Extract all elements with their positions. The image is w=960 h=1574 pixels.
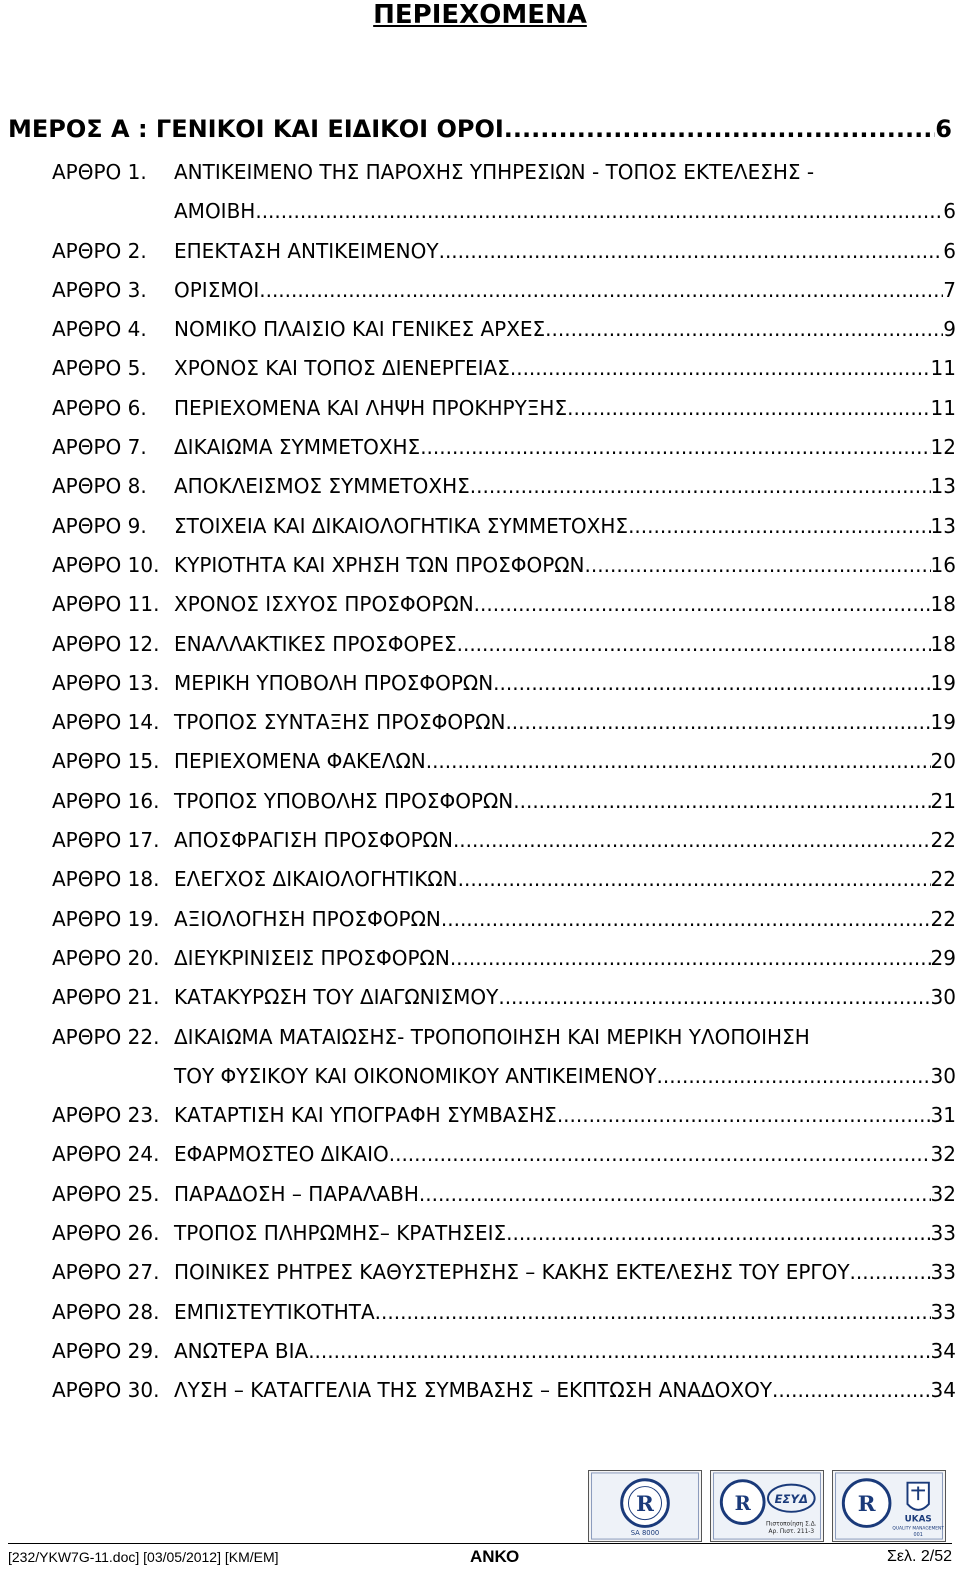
toc-entry[interactable] xyxy=(52,1096,956,1135)
dot-leader xyxy=(474,585,931,624)
toc-entry-page: 30 xyxy=(930,985,956,1010)
dot-leader xyxy=(850,1253,931,1292)
toc-entry-title: ΑΝΩΤΕΡΑ ΒΙΑ xyxy=(174,1338,309,1363)
toc-entry[interactable] xyxy=(52,232,956,271)
toc-entry-title: ΕΛΕΓΧΟΣ ΔΙΚΑΙΟΛΟΓΗΤΙΚΩΝ xyxy=(174,867,458,892)
toc-entry-page: 18 xyxy=(930,631,956,656)
toc-entry[interactable] xyxy=(52,271,956,310)
toc-entry[interactable] xyxy=(52,428,956,467)
toc-entry-body xyxy=(174,1253,956,1292)
footer-divider xyxy=(8,1543,952,1544)
toc-entry[interactable] xyxy=(52,507,956,546)
toc-entry-body xyxy=(174,625,956,664)
toc-entry-title: ΕΜΠΙΣΤΕΥΤΙΚΟΤΗΤΑ xyxy=(174,1299,375,1324)
toc-entry-page: 22 xyxy=(930,867,956,892)
toc-entry-page: 6 xyxy=(943,199,956,224)
dot-leader xyxy=(585,546,931,585)
toc-entry-title: ΛΥΣΗ – ΚΑΤΑΓΓΕΛΙΑ ΤΗΣ ΣΥΜΒΑΣΗΣ – ΕΚΠΤΩΣΗ ΑΝΑΔΟΧΟΥ xyxy=(174,1378,773,1403)
indent-spacer xyxy=(52,1057,174,1096)
toc-entry-body xyxy=(174,1096,956,1135)
toc-entry-body xyxy=(174,1135,956,1174)
svg-text:Πιστοποίηση Σ.Δ.: Πιστοποίηση Σ.Δ. xyxy=(766,1521,817,1528)
toc-entry-number: ΑΡΘΡΟ 8. xyxy=(52,474,147,499)
toc-entry-body xyxy=(174,153,956,192)
svg-text:R: R xyxy=(734,1491,751,1515)
toc-entry-number: ΑΡΘΡΟ 14. xyxy=(52,710,160,735)
page-footer xyxy=(8,1545,952,1569)
toc-entry[interactable] xyxy=(52,664,956,703)
dot-leader xyxy=(259,271,943,310)
toc-entry-page: 32 xyxy=(930,1142,956,1167)
toc-entry-title: ΔΙΚΑΙΩΜΑ ΣΥΜΜΕΤΟΧΗΣ xyxy=(174,435,421,460)
toc-entry[interactable] xyxy=(52,389,956,428)
toc-entry-body xyxy=(174,232,956,271)
toc-entry[interactable] xyxy=(52,1293,956,1332)
toc-entry-title: ΝΟΜΙΚΟ ΠΛΑΙΣΙΟ ΚΑΙ ΓΕΝΙΚΕΣ ΑΡΧΕΣ xyxy=(174,317,546,342)
toc-entry[interactable] xyxy=(52,703,956,742)
toc-part-heading[interactable] xyxy=(8,114,952,144)
toc-entry-page: 19 xyxy=(930,670,956,695)
svg-text:ΕΣΥΔ: ΕΣΥΔ xyxy=(774,1492,809,1507)
toc-entry-page: 22 xyxy=(930,828,956,853)
toc-entry-number: ΑΡΘΡΟ 1. xyxy=(52,160,147,184)
toc-entry-title: ΧΡΟΝΟΣ ΙΣΧΥΟΣ ΠΡΟΣΦΟΡΩΝ xyxy=(174,592,474,617)
dot-leader xyxy=(389,1135,931,1174)
toc-entry-title: ΕΠΕΚΤΑΣΗ ΑΝΤΙΚΕΙΜΕΝΟΥ xyxy=(174,238,439,263)
toc-entry-body xyxy=(174,703,956,742)
toc-entry-page: 19 xyxy=(930,710,956,735)
toc-entry-number: ΑΡΘΡΟ 15. xyxy=(52,749,160,774)
toc-entry-page: 9 xyxy=(943,317,956,342)
toc-entry[interactable] xyxy=(52,782,956,821)
dot-leader xyxy=(504,114,936,144)
toc-entry-page: 33 xyxy=(930,1260,956,1285)
toc-entry[interactable] xyxy=(52,1214,956,1253)
toc-entry[interactable] xyxy=(52,625,956,664)
toc-entry-title: ΔΙΕΥΚΡΙΝΙΣΕΙΣ ΠΡΟΣΦΟΡΩΝ xyxy=(174,945,450,970)
toc-entry-number: ΑΡΘΡΟ 25. xyxy=(52,1181,160,1206)
toc-entry[interactable] xyxy=(52,939,956,978)
toc-entry-title-continued: ΤΟΥ ΦΥΣΙΚΟΥ ΚΑΙ ΟΙΚΟΝΟΜΙΚΟΥ ΑΝΤΙΚΕΙΜΕΝΟΥ xyxy=(174,1063,657,1088)
svg-text:QUALITY MANAGEMENT: QUALITY MANAGEMENT xyxy=(892,1526,944,1532)
toc-entry-number: ΑΡΘΡΟ 9. xyxy=(52,513,147,538)
dot-leader xyxy=(557,1096,931,1135)
toc-entry-title: ΑΠΟΣΦΡΑΓΙΣΗ ΠΡΟΣΦΟΡΩΝ xyxy=(174,828,453,853)
toc-entry[interactable] xyxy=(52,1253,956,1292)
toc-entry-number: ΑΡΘΡΟ 3. xyxy=(52,277,147,302)
toc-entry-number: ΑΡΘΡΟ 13. xyxy=(52,670,160,695)
dot-leader xyxy=(375,1293,931,1332)
tuv-r-certification-seal-icon xyxy=(589,1471,701,1541)
svg-text:SA 8000: SA 8000 xyxy=(630,1529,660,1538)
toc-entry-body xyxy=(174,742,956,781)
svg-text:Αρ. Πιστ. 211-3: Αρ. Πιστ. 211-3 xyxy=(768,1529,815,1536)
toc-entry-number: ΑΡΘΡΟ 6. xyxy=(52,395,147,420)
part-page-number: 6 xyxy=(935,115,952,143)
toc-entry-page: 34 xyxy=(930,1338,956,1363)
toc-entry[interactable] xyxy=(52,860,956,899)
dot-leader xyxy=(545,310,943,349)
toc-entry-body xyxy=(174,1214,956,1253)
toc-entry-number: ΑΡΘΡΟ 5. xyxy=(52,356,147,381)
toc-entry-title: ΠΟΙΝΙΚΕΣ ΡΗΤΡΕΣ ΚΑΘΥΣΤΕΡΗΣΗΣ – ΚΑΚΗΣ ΕΚΤΕΛΕΣΗΣ ΤΟΥ ΕΡΓΟΥ xyxy=(174,1260,850,1285)
toc-entry-page: 29 xyxy=(930,945,956,970)
toc-entry-title: ΚΑΤΑΡΤΙΣΗ ΚΑΙ ΥΠΟΓΡΑΦΗ ΣΥΜΒΑΣΗΣ xyxy=(174,1103,557,1128)
svg-text:R: R xyxy=(636,1491,654,1517)
toc-entry-body xyxy=(174,1332,956,1371)
toc-entry-page: 31 xyxy=(930,1103,956,1128)
toc-entry-body xyxy=(174,585,956,624)
dot-leader xyxy=(493,664,930,703)
certification-logo-2 xyxy=(710,1470,824,1542)
toc-entry[interactable] xyxy=(52,349,956,388)
toc-entry-page: 18 xyxy=(930,592,956,617)
toc-entry-body xyxy=(174,1018,956,1057)
dot-leader xyxy=(505,703,930,742)
toc-entry-page: 6 xyxy=(943,238,956,263)
certification-logo-1 xyxy=(588,1470,702,1542)
toc-entry-page: 20 xyxy=(930,749,956,774)
dot-leader xyxy=(772,1371,931,1410)
dot-leader xyxy=(567,389,930,428)
dot-leader xyxy=(453,821,931,860)
toc-entry-continuation[interactable] xyxy=(52,1057,956,1096)
toc-entry-body xyxy=(174,389,956,428)
toc-entry-title: ΧΡΟΝΟΣ ΚΑΙ ΤΟΠΟΣ ΔΙΕΝΕΡΓΕΙΑΣ xyxy=(174,356,510,381)
toc-entry-body xyxy=(174,467,956,506)
toc-entry-title: ΤΡΟΠΟΣ ΣΥΝΤΑΞΗΣ ΠΡΟΣΦΟΡΩΝ xyxy=(174,710,506,735)
toc-entry-body xyxy=(174,507,956,546)
toc-entry[interactable] xyxy=(52,1018,956,1057)
toc-entry-page: 22 xyxy=(930,906,956,931)
toc-entry-title: ΔΙΚΑΙΩΜΑ ΜΑΤΑΙΩΣΗΣ- ΤΡΟΠΟΠΟΙΗΣΗ ΚΑΙ ΜΕΡΙΚΗ ΥΛΟΠΟΙΗΣΗ xyxy=(174,1024,810,1049)
toc-entry-title: ΠΑΡΑΔΟΣΗ – ΠΑΡΑΛΑΒΗ xyxy=(174,1181,419,1206)
toc-entry-number: ΑΡΘΡΟ 28. xyxy=(52,1299,160,1324)
dot-leader xyxy=(441,900,931,939)
toc-entry-body xyxy=(174,1175,956,1214)
dot-leader xyxy=(513,782,930,821)
toc-entry[interactable] xyxy=(52,310,956,349)
toc-entry-title: ΠΕΡΙΕΧΟΜΕΝΑ ΚΑΙ ΛΗΨΗ ΠΡΟΚΗΡΥΞΗΣ xyxy=(174,395,568,420)
toc-entry-body xyxy=(174,939,956,978)
toc-entry[interactable] xyxy=(52,1332,956,1371)
toc-entry-page: 12 xyxy=(930,435,956,460)
dot-leader xyxy=(255,192,943,231)
toc-entry-number: ΑΡΘΡΟ 10. xyxy=(52,552,160,577)
toc-entry[interactable] xyxy=(52,742,956,781)
toc-entry-number: ΑΡΘΡΟ 4. xyxy=(52,317,147,342)
toc-entry-title: ΑΝΤΙΚΕΙΜΕΝΟ ΤΗΣ ΠΑΡΟΧΗΣ ΥΠΗΡΕΣΙΩΝ - ΤΟΠΟΣ ΕΚΤΕΛΕΣΗΣ - xyxy=(174,160,815,184)
toc-entry-page: 30 xyxy=(930,1063,956,1088)
toc-entry[interactable] xyxy=(52,153,956,192)
toc-entry[interactable] xyxy=(52,821,956,860)
dot-leader xyxy=(419,1175,931,1214)
toc-entry-body xyxy=(174,310,956,349)
dot-leader xyxy=(450,939,931,978)
toc-entry-number: ΑΡΘΡΟ 24. xyxy=(52,1142,160,1167)
toc-entry-page: 16 xyxy=(930,552,956,577)
toc-entry-number: ΑΡΘΡΟ 12. xyxy=(52,631,160,656)
toc-entry-title: ΜΕΡΙΚΗ ΥΠΟΒΟΛΗ ΠΡΟΣΦΟΡΩΝ xyxy=(174,670,494,695)
toc-entry-number: ΑΡΘΡΟ 27. xyxy=(52,1260,160,1285)
toc-entry[interactable] xyxy=(52,1135,956,1174)
dot-leader xyxy=(628,507,930,546)
svg-text:UKAS: UKAS xyxy=(904,1514,932,1525)
toc-entry-title: ΣΤΟΙΧΕΙΑ ΚΑΙ ΔΙΚΑΙΟΛΟΓΗΤΙΚΑ ΣΥΜΜΕΤΟΧΗΣ xyxy=(174,513,629,538)
footer-company: ΑΝΚΟ xyxy=(470,1547,520,1566)
certification-logo-3 xyxy=(832,1470,946,1542)
dot-leader xyxy=(457,625,931,664)
toc-entry-page: 33 xyxy=(930,1221,956,1246)
toc-entry-body xyxy=(174,821,956,860)
toc-entry-title: ΟΡΙΣΜΟΙ xyxy=(174,277,260,302)
dot-leader xyxy=(420,428,930,467)
toc-entry-body xyxy=(174,978,956,1017)
toc-entry-number: ΑΡΘΡΟ 21. xyxy=(52,985,160,1010)
ukas-certification-seal-icon xyxy=(833,1471,945,1541)
toc-entry-number: ΑΡΘΡΟ 19. xyxy=(52,906,160,931)
toc-entry-number: ΑΡΘΡΟ 22. xyxy=(52,1024,160,1049)
toc-entry-body xyxy=(174,428,956,467)
dot-leader xyxy=(308,1332,930,1371)
toc-entry-body xyxy=(174,900,956,939)
toc-entry-title: ΑΠΟΚΛΕΙΣΜΟΣ ΣΥΜΜΕΤΟΧΗΣ xyxy=(174,474,470,499)
toc-entry-number: ΑΡΘΡΟ 7. xyxy=(52,435,147,460)
toc-entry-page: 34 xyxy=(930,1378,956,1403)
toc-entry-body xyxy=(174,1371,956,1410)
dot-leader xyxy=(426,742,931,781)
toc-entry-title-continued: ΑΜΟΙΒΗ xyxy=(174,199,256,224)
toc-entry-number: ΑΡΘΡΟ 30. xyxy=(52,1378,160,1403)
toc-entry[interactable] xyxy=(52,1371,956,1410)
toc-entry-title: ΑΞΙΟΛΟΓΗΣΗ ΠΡΟΣΦΟΡΩΝ xyxy=(174,906,441,931)
toc-entry-number: ΑΡΘΡΟ 23. xyxy=(52,1103,160,1128)
toc-entry-body xyxy=(174,192,956,231)
toc-entry-body xyxy=(174,1057,956,1096)
toc-entry[interactable] xyxy=(52,978,956,1017)
toc-entry-number: ΑΡΘΡΟ 11. xyxy=(52,592,160,617)
toc-entry-body xyxy=(174,782,956,821)
certification-logos xyxy=(588,1470,954,1542)
toc-entry-title: ΕΝΑΛΛΑΚΤΙΚΕΣ ΠΡΟΣΦΟΡΕΣ xyxy=(174,631,457,656)
toc-entry-page: 21 xyxy=(930,788,956,813)
toc-entry-number: ΑΡΘΡΟ 18. xyxy=(52,867,160,892)
esyd-certification-seal-icon xyxy=(711,1471,823,1541)
toc-entry-page: 13 xyxy=(930,513,956,538)
dot-leader xyxy=(657,1057,931,1096)
toc-entry-continuation[interactable] xyxy=(52,192,956,231)
part-title: ΜΕΡΟΣ Α : ΓΕΝΙΚΟΙ ΚΑΙ ΕΙΔΙΚΟΙ ΟΡΟΙ xyxy=(8,115,504,143)
toc-entry-page: 32 xyxy=(930,1181,956,1206)
dot-leader xyxy=(439,232,944,271)
toc-entry-title: ΚΑΤΑΚΥΡΩΣΗ ΤΟΥ ΔΙΑΓΩΝΙΣΜΟΥ xyxy=(174,985,499,1010)
dot-leader xyxy=(510,349,931,388)
footer-document-ref: [232/YKW7G-11.doc] [03/05/2012] [KM/EM] xyxy=(8,1549,279,1565)
toc-entry-number: ΑΡΘΡΟ 20. xyxy=(52,945,160,970)
toc-entry-body xyxy=(174,349,956,388)
toc-entry[interactable] xyxy=(52,900,956,939)
footer-page-number: Σελ. 2/52 xyxy=(886,1548,952,1565)
svg-text:R: R xyxy=(857,1491,876,1517)
svg-text:001: 001 xyxy=(913,1532,923,1539)
toc-entry-title: ΚΥΡΙΟΤΗΤΑ ΚΑΙ ΧΡΗΣΗ ΤΩΝ ΠΡΟΣΦΟΡΩΝ xyxy=(174,552,585,577)
dot-leader xyxy=(506,1214,930,1253)
page-title: ΠΕΡΙΕΧΟΜΕΝΑ xyxy=(373,0,587,30)
toc-entry-body xyxy=(174,271,956,310)
toc-entry-number: ΑΡΘΡΟ 29. xyxy=(52,1338,160,1363)
toc-entry-title: ΤΡΟΠΟΣ ΠΛΗΡΩΜΗΣ– ΚΡΑΤΗΣΕΙΣ xyxy=(174,1221,507,1246)
toc-entry-body xyxy=(174,546,956,585)
toc-entry-page: 11 xyxy=(930,356,956,381)
toc-entry-title: ΕΦΑΡΜΟΣΤΕΟ ΔΙΚΑΙΟ xyxy=(174,1142,389,1167)
toc-entry-page: 7 xyxy=(943,277,956,302)
toc-entry-number: ΑΡΘΡΟ 2. xyxy=(52,238,147,263)
toc-entry-page: 13 xyxy=(930,474,956,499)
toc-entry[interactable] xyxy=(52,585,956,624)
dot-leader xyxy=(470,467,931,506)
toc-entry-page: 11 xyxy=(930,395,956,420)
dot-leader xyxy=(498,978,930,1017)
dot-leader xyxy=(458,860,931,899)
indent-spacer xyxy=(52,192,174,231)
toc-entry-number: ΑΡΘΡΟ 17. xyxy=(52,828,160,853)
toc-entry-number: ΑΡΘΡΟ 26. xyxy=(52,1221,160,1246)
toc-entry-body xyxy=(174,1293,956,1332)
toc-entry-number: ΑΡΘΡΟ 16. xyxy=(52,788,160,813)
toc-entry-title: ΤΡΟΠΟΣ ΥΠΟΒΟΛΗΣ ΠΡΟΣΦΟΡΩΝ xyxy=(174,788,514,813)
toc-entry[interactable] xyxy=(52,1175,956,1214)
toc-entry[interactable] xyxy=(52,467,956,506)
toc-entry-body xyxy=(174,664,956,703)
toc-entry-body xyxy=(174,860,956,899)
toc-entry-title: ΠΕΡΙΕΧΟΜΕΝΑ ΦΑΚΕΛΩΝ xyxy=(174,749,426,774)
toc-entry[interactable] xyxy=(52,546,956,585)
table-of-contents xyxy=(52,153,956,1411)
toc-entry-page: 33 xyxy=(930,1299,956,1324)
